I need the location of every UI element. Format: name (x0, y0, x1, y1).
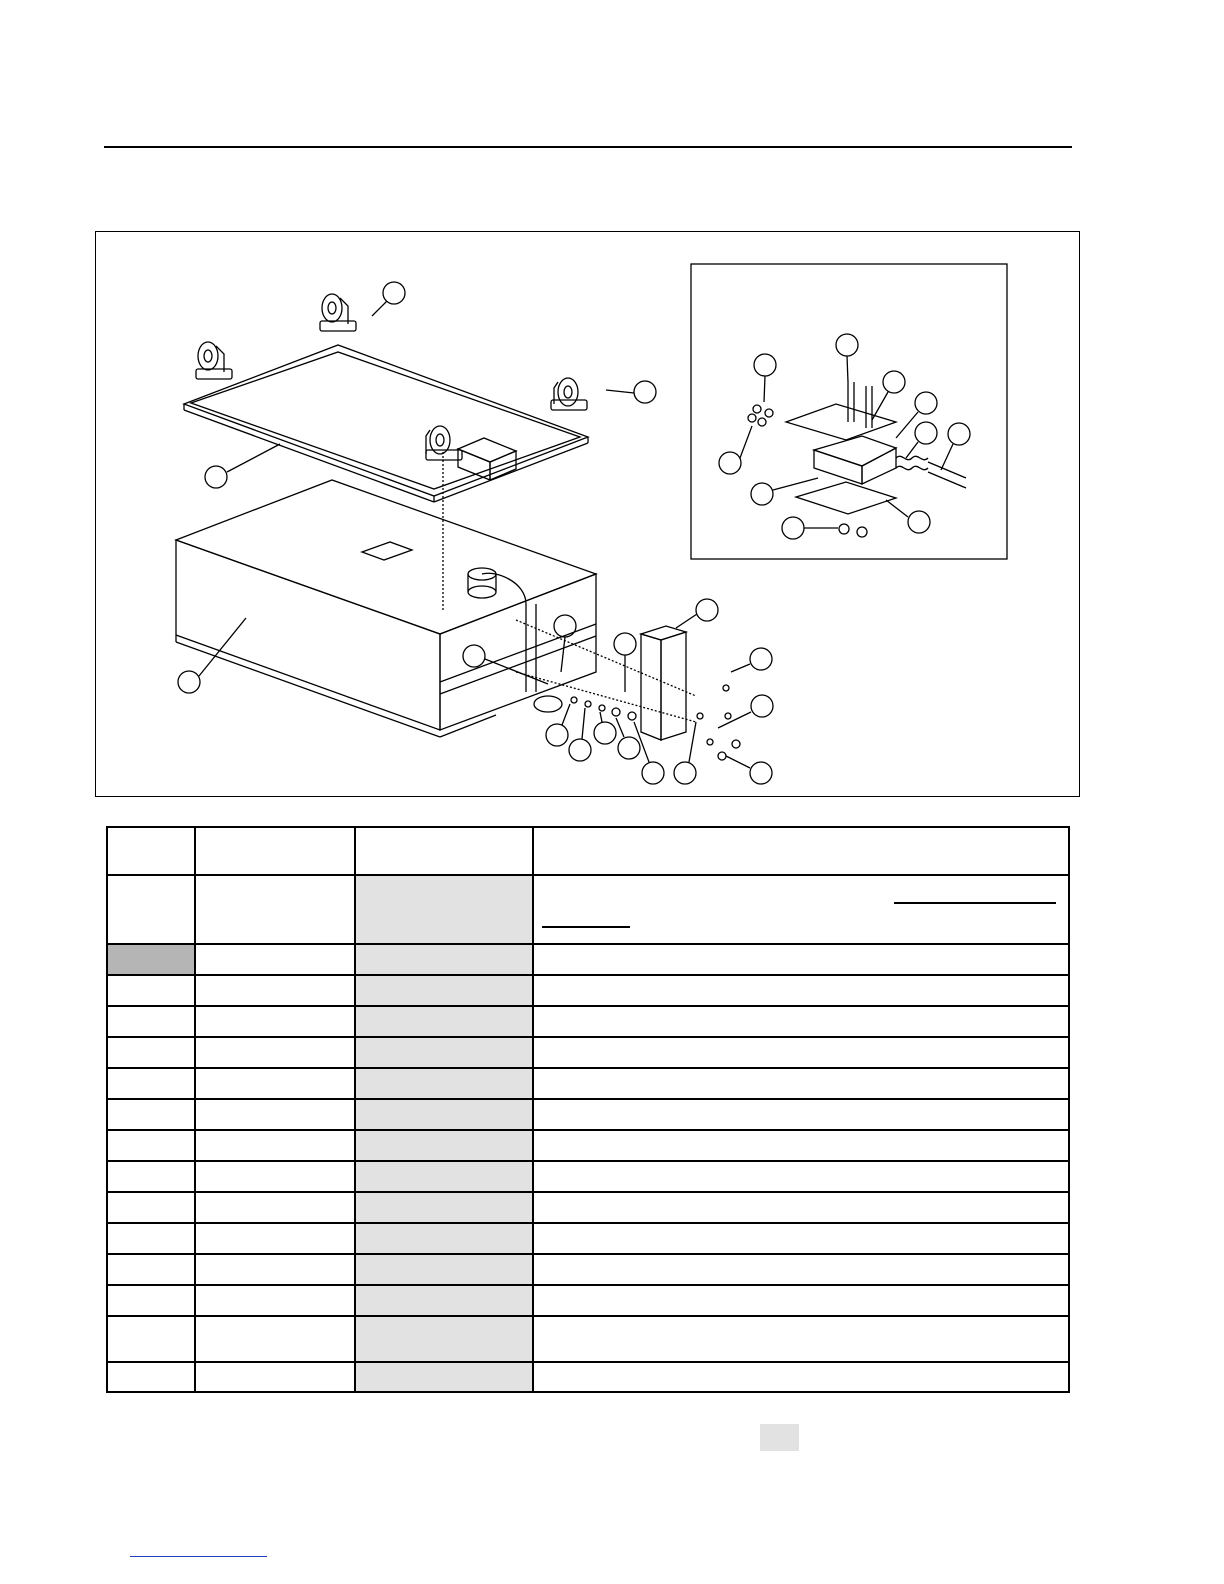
tank-body-drawing (176, 452, 596, 737)
caster-drawing-1 (320, 294, 356, 331)
item-cell (107, 944, 195, 975)
table-row (107, 1006, 1069, 1037)
table-row (107, 1037, 1069, 1068)
part-number-cell (355, 1099, 533, 1130)
header-description (533, 827, 1069, 875)
description-cell (533, 1223, 1069, 1254)
callout-circles (178, 282, 970, 784)
sok-cell (195, 1316, 355, 1362)
part-number-cell (355, 1192, 533, 1223)
sok-cell (195, 1037, 355, 1068)
table-row (107, 1192, 1069, 1223)
table-row (107, 1099, 1069, 1130)
sok-cell (195, 1006, 355, 1037)
sok-cell (195, 1161, 355, 1192)
item-cell (107, 1130, 195, 1161)
item-cell (107, 1068, 195, 1099)
description-cell (533, 1285, 1069, 1316)
part-number-cell (355, 1316, 533, 1362)
description-cell (533, 1130, 1069, 1161)
description-cell (533, 1037, 1069, 1068)
description-cell (533, 975, 1069, 1006)
part-number-cell (355, 1068, 533, 1099)
sok-cell (195, 1254, 355, 1285)
part-number-cell (355, 1006, 533, 1037)
sok-cell (195, 1192, 355, 1223)
part-number-cell (355, 1161, 533, 1192)
table-row (107, 1254, 1069, 1285)
item-cell (107, 1362, 195, 1392)
table-row (107, 1223, 1069, 1254)
sok-cell (195, 1099, 355, 1130)
item-cell (107, 1161, 195, 1192)
header-part-number (355, 827, 533, 875)
part-number-cell (355, 1223, 533, 1254)
sok-cell (195, 975, 355, 1006)
table-row (107, 1362, 1069, 1392)
description-cell (533, 1254, 1069, 1285)
part-number-cell (355, 944, 533, 975)
part-number-cell (355, 975, 533, 1006)
item-cell (107, 1316, 195, 1362)
description-cell (533, 1192, 1069, 1223)
underlined-text-mark (542, 912, 630, 928)
sok-cell (195, 944, 355, 975)
table-row (107, 975, 1069, 1006)
header-sok (195, 827, 355, 875)
exploded-view-drawing (96, 232, 1081, 798)
footer-link[interactable] (130, 1556, 267, 1557)
item-cell (107, 1254, 195, 1285)
enclosure-drawing (641, 626, 686, 740)
item-cell (107, 1006, 195, 1037)
description-cell (533, 1099, 1069, 1130)
sok-cell (195, 1068, 355, 1099)
caster-drawing-4 (426, 426, 462, 460)
item-cell (107, 975, 195, 1006)
item-cell (107, 1285, 195, 1316)
exploded-view-figure (95, 231, 1080, 797)
table-row (107, 875, 1069, 944)
part-number-cell (355, 1254, 533, 1285)
item-cell (107, 875, 195, 944)
table-header-row (107, 827, 1069, 875)
caster-drawing-2 (196, 342, 232, 379)
underlined-text-mark (894, 888, 1056, 904)
item-cell (107, 1037, 195, 1068)
item-cell (107, 1192, 195, 1223)
table-row (107, 1316, 1069, 1362)
description-cell (533, 875, 1069, 944)
sok-cell (195, 1223, 355, 1254)
top-frame-drawing (184, 345, 588, 502)
table-row (107, 1285, 1069, 1316)
description-cell (533, 1068, 1069, 1099)
part-number-cell (355, 1362, 533, 1392)
part-number-cell (355, 875, 533, 944)
part-number-cell (355, 1130, 533, 1161)
item-cell (107, 1223, 195, 1254)
header-rule (104, 146, 1072, 148)
description-cell (533, 1316, 1069, 1362)
table-row (107, 1130, 1069, 1161)
page-number-box (760, 1424, 799, 1451)
inset-valve-drawing (748, 382, 966, 537)
description-cell (533, 1006, 1069, 1037)
description-cell (533, 944, 1069, 975)
table-row (107, 1068, 1069, 1099)
sok-cell (195, 1362, 355, 1392)
part-number-cell (355, 1285, 533, 1316)
sok-cell (195, 1285, 355, 1316)
sok-cell (195, 1130, 355, 1161)
table-row (107, 1161, 1069, 1192)
item-cell (107, 1099, 195, 1130)
parts-list-table (106, 826, 1070, 1393)
header-item (107, 827, 195, 875)
part-number-cell (355, 1037, 533, 1068)
table-row (107, 944, 1069, 975)
description-cell (533, 1362, 1069, 1392)
sok-cell (195, 875, 355, 944)
inset-frame (691, 264, 1007, 559)
description-cell (533, 1161, 1069, 1192)
caster-drawing-3 (551, 378, 587, 410)
